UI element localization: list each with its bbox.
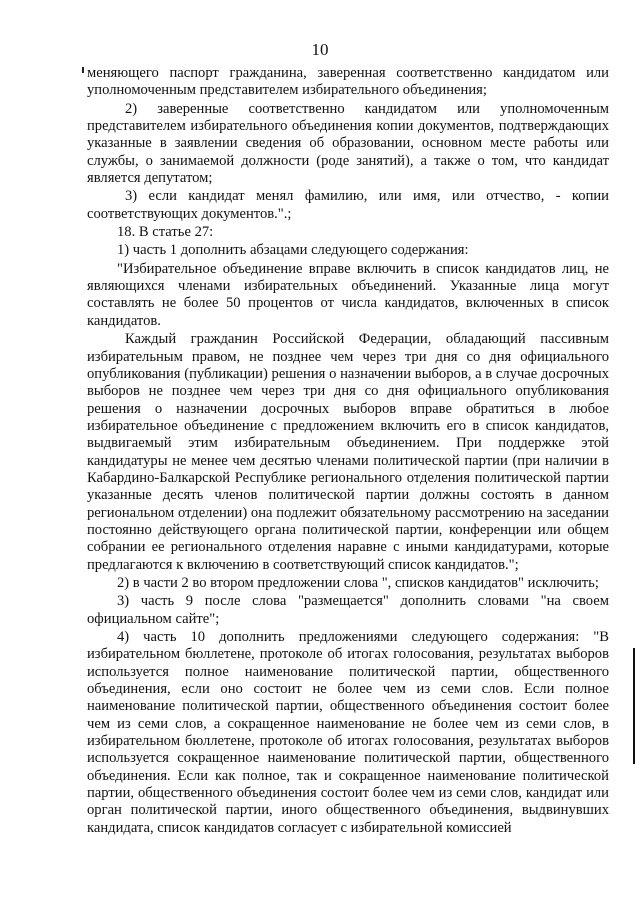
paragraph: 3) если кандидат менял фамилию, или имя, или отчество, - копии соответствующих документов.".;	[87, 188, 609, 222]
paragraph: 1) часть 1 дополнить абзацами следующего содержания:	[117, 242, 469, 259]
paragraph: меняющего паспорт гражданина, заверенная соответственно кандидатом или уполномоченным представителем избирательного объединения;	[87, 65, 609, 99]
document-body	[87, 65, 609, 838]
paragraph: 3) часть 9 после слова "размещается" дополнить словами "на своем официальном сайте";	[87, 593, 609, 627]
scan-mark	[82, 67, 84, 73]
scan-edge-line	[633, 648, 635, 764]
paragraph: Каждый гражданин Российской Федерации, обладающий пассивным избирательным правом, не позднее чем через три дня со дня официального опубликования (публикации) решения о назначении выборов, а в случае досрочных выборов не позднее чем через три дня со дня официального опубликования решения о назначении досрочных выборов вправе обратиться в любое избирательное объединение с предложением включить его в список кандидатов, выдвигаемый этим избирательным объединением. При поддержке этой кандидатуры не менее чем десятью членами политической партии (при наличии в Кабардино-Балкарской Республике регионального отделения политической партии указанные десять членов политической партии должны состоять в данном региональном отделении) она подлежит обязательному рассмотрению на заседании постоянно действующего органа политической партии, конференции или общем собрании ее регионального отделения наравне с иными кандидатурами, которые предлагаются к включению в соответствующий список кандидатов.";	[87, 331, 609, 573]
paragraph: 2) в части 2 во втором предложении слова ", списков кандидатов" исключить;	[117, 574, 599, 591]
paragraph: "Избирательное объединение вправе включить в список кандидатов лиц, не являющихся членами избирательных объединений. Указанные лица могут составлять не более 50 процентов от числа кандидатов, включенных в список кандидатов.	[87, 260, 609, 329]
paragraph: 18. В статье 27:	[117, 224, 214, 241]
paragraph: 2) заверенные соответственно кандидатом или уполномоченным представителем избирательного объединения копии документов, подтверждающих указанные в заявлении сведения об образовании, основном месте работы или службы, о занимаемой должности (роде занятий), а также о том, что кандидат является депутатом;	[87, 100, 609, 187]
paragraph: 4) часть 10 дополнить предложениями следующего содержания: "В избирательном бюллетене, протоколе об итогах голосования, результатах выборов используется полное наименование политической партии, общественного объединения, если оно состоит не более чем из семи слов. Если полное наименование политической партии, общественного объединения состоит более чем из семи слов, а сокращенное наименование не более чем из семи слов, в избирательном бюллетене, протоколе об итогах голосования, результатах выборов используется сокращенное наименование политической партии, общественного объединения. Если как полное, так и сокращенное наименование политической партии, общественного объединения состоит более чем из семи слов, кандидат или орган политической партии, иного общественного объединения, выдвинувших кандидата, список кандидатов согласует с избирательной комиссией	[87, 629, 609, 836]
page-number: 10	[311, 40, 329, 59]
